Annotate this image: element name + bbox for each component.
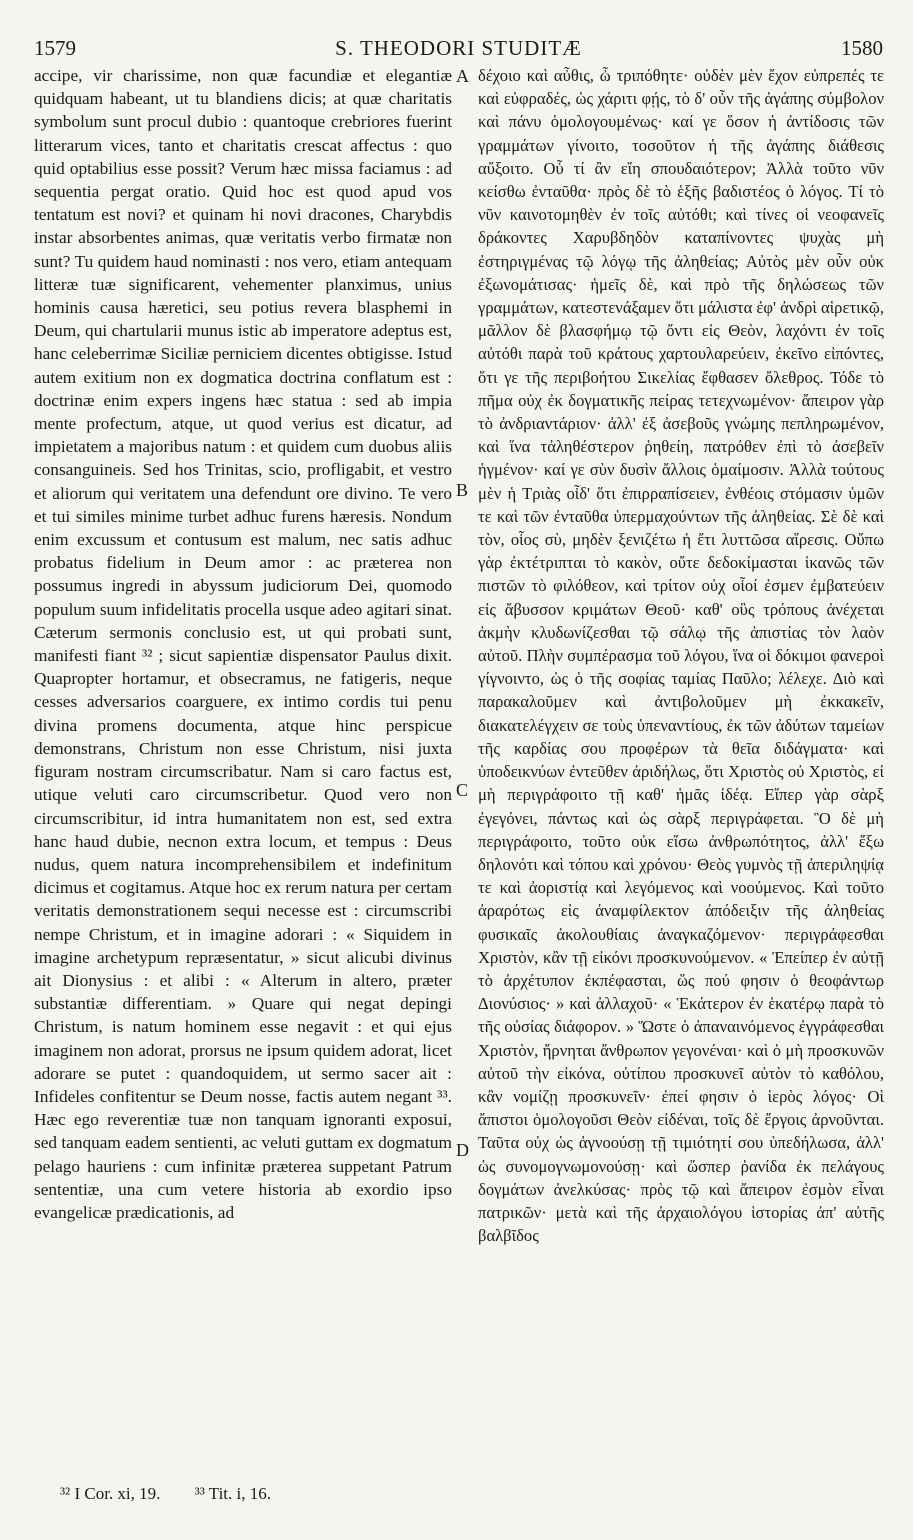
margin-letter-c: C — [456, 780, 469, 800]
greek-column — [478, 64, 884, 1444]
page-number-left: 1579 — [34, 36, 76, 60]
footnote: ³³ Tit. i, 16. — [194, 1484, 271, 1503]
margin-letter-d: D — [456, 1140, 469, 1160]
latin-column — [34, 64, 452, 1444]
page-number-right: 1580 — [841, 36, 883, 60]
running-title: S. THEODORI STUDITÆ — [335, 36, 582, 60]
page-header — [34, 36, 883, 62]
margin-letter-a: A — [456, 66, 469, 86]
margin-letter-b: B — [456, 480, 469, 500]
greek-text: δέχοιο καὶ αὖθις, ὦ τριπόθητε· οὐδὲν μὲν ἔχον εὐπρεπές τε καὶ εὐφραδές, ὡς χάριτι φῄς, τὸ δ' οὖν τῆς ἀγάπης σύμβολον καὶ πάνυ ὁμολογουμένως· καί γε ὅσον ἡ ἀντίδοσις τῶν γραμμάτων γίνοιτο, τοσοῦτον ἡ τῆς ἀγάπης διάθεσις αὔξοιτο. Οὗ τί ἂν εἴη σπουδαιότερον; Ἀλλὰ τοῦτο νῦν κείσθω ἐνταῦθα· πρὸς δὲ τὸ ἑξῆς βαδιστέος ὁ λόγος. Τί τὸ νῦν καινοτομηθὲν ἐν τοῖς αὐτόθι; καὶ τίνες οἱ νεοφανεῖς δράκοντες Χαρυβδηδὸν καταπίνοντες ψυχὰς μὴ ἐστηριγμένας τῷ λόγῳ τῆς ἀληθείας; Αὐτὸς μὲν οὖν οὐκ ἐξωνομάτισας· ἡμεῖς δὲ, καὶ πρὸ τῆς δηλώσεως τῶν γραμμάτων, κατεστενάξαμεν ὅτι μάλιστα ἐφ' ἀνδρὶ αἱρετικῷ, μᾶλλον δὲ βλασφήμῳ τῷ ὄντι εἰς Θεὸν, λαχόντι ἐν τοῖς αὐτόθι παρὰ τοῦ κράτους χαρτουλαρεύειν, ἐκεῖνο εἰπόντες, ὅτι γε τῆς περιβοήτου Σικελίας ἔφθασεν ὄλεθρος. Τόδε τὸ πῆμα οὐχ ἐκ δογματικῆς πείρας τετεχνωμένον· ἄπειρον γὰρ τὸ ἀνδριαντάριον· ἀλλ' ἐξ ἀσεβοῦς γνώμης πεπληρωμένον, καὶ ἵνα τἀληθέστερον ῥηθείη, πατρόθεν ἐπὶ τὸ ἀσεβεῖν ἡγμένον· καί γε σὺν δυσὶν ἄλλοις ὁμαίμοσιν. Ἀλλὰ τούτους μὲν ἡ Τριὰς οἶδ' ὅτι ἐπιρραπίσειεν, ἐνθέοις στόμασιν ὑμῶν τε καὶ τῶν ἐνταῦθα ὑπερμαχούντων τῆς ἀληθείας. Σὲ δὲ καὶ τὸν, οἷος σὺ, μηδὲν ξενιζέτω ἡ ἔτι λυττῶσα αἵρεσις. Οὔπω γὰρ ἐκτέτριπται τὸ κακὸν, οὔτε δεδοκίμασται ἱκανῶς τῶν πιστῶν τὸ φιλόθεον, καὶ τρίτον οὐχ οἷοί ἐσμεν ἐμβατεύειν εἰς ἄβυσσον κριμάτων Θεοῦ· καθ' οὓς τρόπους ἀνέχεται ἀκμὴν κλυδωνίζεσθαι τῷ σάλῳ τῆς ἀπιστίας τὸν λαὸν αὐτοῦ. Πλὴν συμπέρασμα τοῦ λόγου, ἵνα οἱ δόκιμοι φανεροὶ γίγνοιντο, ὡς ὁ τῆς σοφίας ταμίας Παῦλο; λέλεχε. Διὸ καὶ παρακαλοῦμεν καὶ ἀντιβολοῦμεν μὴ ἐκκακεῖν, διακατελέγχειν σε τοὺς ὑπεναντίους, ἐκ τῶν ἀδύτων ταμείων τῆς καρδίας σου προφέρων τὰ θεῖα διδάγματα· καὶ ὑποδεικνύων ἐντεῦθεν ἀριδήλως, ὅτι Χριστὸς οὐ Χριστὸς, εἰ μὴ περιγράφοιτο τῇ καθ' ἡμᾶς ἰδέᾳ. Εἴπερ γὰρ σὰρξ ἐγεγόνει, πάντως καὶ ὡς σὰρξ περιγράφεται. Ὃ δὲ μὴ περιγράφοιτο, τοῦτο οὐκ εἴσω ἀνθρωπότητος, ἀλλ' ἔξω δηλονότι καὶ τόπου καὶ χρόνου· Θεὸς γυμνὸς τῇ ἀπεριληψίᾳ τε καὶ ἀοριστίᾳ καὶ λεγόμενος καὶ νοούμενος. Καὶ τοῦτο ἀραρότως εἰς ἀναμφίλεκτον ἀπόδειξιν τῆς ἀληθείας φυσικαῖς ἀκολουθίαις ἀναγκαζόμενον· περιγράφεσθαι Χριστὸν, κἂν τῇ εἰκόνι προσκυνούμενον. « Ἐπείπερ ἐν αὐτῇ τὸ ἀρχέτυπον ἐκπέφασται, ὥς πού φησιν ὁ θεοφάντωρ Διονύσιος· » καὶ ἀλλαχοῦ· « Ἑκάτερον ἐν ἑκατέρῳ παρὰ τὸ τῆς οὐσίας διάφορον. » Ὥστε ὁ ἀπαναινόμενος ἐγγράφεσθαι Χριστὸν, ἤρνηται ἄνθρωπον γεγονέναι· καὶ ὁ μὴ προσκυνῶν αὐτοῦ τὴν εἰκόνα, οὐτίπου προσκυνεῖ αὐτὸν τὸ καθόλου, κἂν νομίζῃ προσκυνεῖν· ἐπεί φησιν ὁ ἱερὸς λόγος· Οἱ ἄπιστοι ὁμολογοῦσι Θεὸν εἰδέναι, τοῖς δὲ ἔργοις ἀρνοῦνται. Ταῦτα οὐχ ὡς ἀγνοούσῃ τῇ τιμιότητί σου ὑπεδήλωσα, ἀλλ' ὡς συνομογνωμονούσῃ· καὶ ὥσπερ ῥανίδα ἐκ πελάγους δογμάτων ἀνελκύσας· πρὸς τῷ καὶ ἄπειρον ἐσμὸν εἶναι πατρικῶν· μετὰ καὶ τῆς ἀρχαιολόγου ἱστορίας ἀπ' αὐτῆς βαλβῖδος — [478, 66, 884, 1246]
footnotes — [60, 1484, 301, 1504]
latin-text: accipe, vir charissime, non quæ facundiæ et elegantiæ quidquam habeant, ut tu blandiens dicis; at quæ charitatis symbolum sunt procul dubio : quantoque crebriores fuerint litterarum vices, tanto et charitatis crescat affectus : quo quid optabilius esse possit? Verum hæc missa faciamus : ad sequentia pergat oratio. Quid hoc est quod apud vos tentatum est novi? et quinam hi novi dracones, Charybdis instar absorbentes animas, quæ veritatis verbo firmatæ non sunt? Tu quidem haud nominasti : nos vero, etiam antequam litteræ tuæ significarent, vehementer planximus, unius hominis causa hæretici, seu potius revera blasphemi in Deum, qui chartularii munus istic ab imperatore adeptus est, hanc celeberrimæ Siciliæ perniciem dicentes obtigisse. Istud autem exitium non ex dogmatica doctrina conflatum est : doctrinæ enim expers ingens hæc statua : sed ab impia mente profectum, atque, ut quod verius est dicatur, ad impietatem a majoribus natum : et quidem cum duobus aliis consanguineis. Sed hos Trinitas, scio, profligabit, et vestro et aliorum qui veritatem una defendunt ore divino. Te vero et tui similes minime turbet adhuc furens hæresis. Nondum enim excussum et contusum est malum, nec satis adhuc probatus fidelium in Deum amor : ac præterea non possumus ingredi in abyssum judiciorum Dei, quomodo populum suum infidelitatis procella usque adeo agitari sinat. Cæterum sermonis conclusio est, ut qui probati sunt, manifesti fiant ³² ; sicut sapientiæ dispensator Paulus dixit. Quapropter hortamur, et obsecramus, ne fatigeris, neque cesses adversarios coarguere, ex intimo cordis tui penu divina promens documenta, atque hinc perspicue demonstrans, Christum non esse Christum, nisi juxta figuram nostram circumscribatur. Nam si caro factus est, utique veluti caro circumscribetur. Quod vero non circumscribitur, id intra humanitatem non est, sed extra hanc haud dubie, necnon extra locum, et tempus : Deus nudus, quem natura incomprehensibilem et indefinitum dicimus et cogitamus. Atque hoc ex rerum natura per certam veritatis demonstrationem sequi necesse est : circumscribi nempe Christum, et in imagine adorari : « Siquidem in imagine archetypum repræsentatur, » sicut alicubi divinus ait Dionysius : et alibi : « Alterum in altero, præter substantiæ differentiam. » Quare qui negat depingi Christum, is natum hominem esse negavit : et qui ejus imaginem non adorat, prorsus ne ipsum quidem adorat, licet adorare se putet : quandoquidem, ut sermo sacer ait : Infideles confitentur se Deum nosse, factis autem negant ³³. Hæc ego reverentiæ tuæ non tanquam ignoranti exposui, sed tanquam eadem sentienti, ac veluti guttam ex dogmatum pelago hauriens : cum infinitæ præterea suppetant Patrum sententiæ, una cum vetere historia ab exordio ipso evangelicæ prædicationis, ad — [34, 66, 452, 1222]
footnote: ³² I Cor. xi, 19. — [60, 1484, 161, 1503]
margin-section-letters — [456, 64, 474, 1444]
